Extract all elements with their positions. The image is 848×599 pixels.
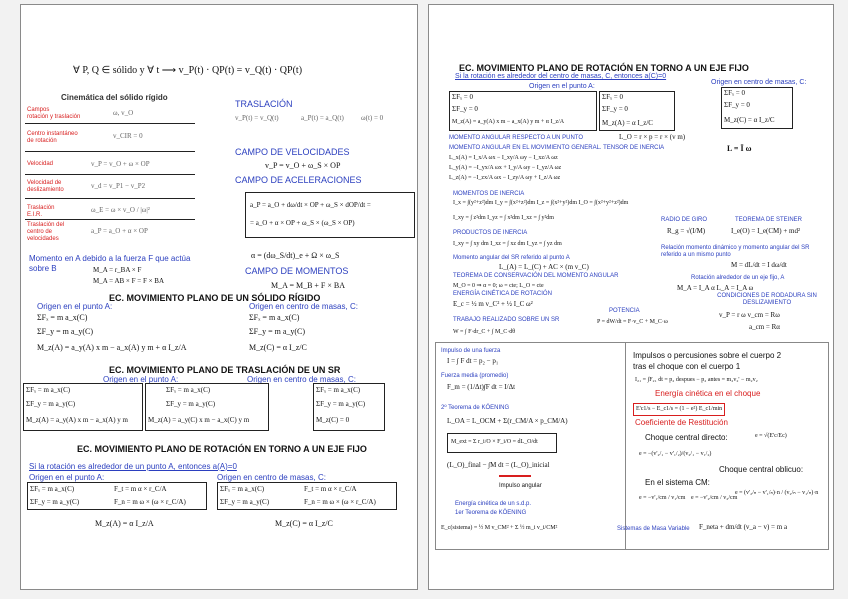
sec3-boxc-eq: F_t = m α × r_C/A — [304, 485, 357, 493]
conservation-formula: M_O = 0 ⇒ α = 0; ω = cte; L_O = cte — [453, 283, 544, 289]
moments-of-inertia: MOMENTOS DE INERCIA — [453, 191, 525, 197]
kin-label: Traslación E.I.R. — [27, 205, 55, 218]
sec2-box1-eq: ΣFₓ = m a_x(C) — [26, 386, 71, 394]
sec2-box3-eq: M_z(C) = 0 — [316, 416, 350, 424]
external-moment-formula: M_ext = Σ r_i/O × F_i/O = dL_O/dt — [451, 439, 538, 445]
kin-formula: v_CIR = 0 — [113, 132, 143, 140]
steiner-theorem: TEOREMA DE STEINER — [735, 217, 803, 223]
right-box-2 — [599, 91, 675, 131]
dynamic-angular-relation: Relación momento dinámico y momento angular del SR referido a un mismo punto — [661, 245, 810, 258]
tensor-row: L_z(A) = −I_zx/A ωx − I_zy/A ωy + I_z/A ωz — [449, 175, 561, 181]
right-box1-eq: ΣF_y = 0 — [452, 105, 478, 113]
right-box3-eq: ΣFₓ = 0 — [724, 89, 745, 97]
products-formula: I_xy = ∫ xy dm I_xz = ∫ xz dm I_yz = ∫ yz dm — [453, 241, 562, 247]
collision-energy: Energía cinética en el choque — [655, 389, 761, 398]
variable-mass-systems: Sistemas de Masa Variable — [617, 526, 690, 532]
sec3-origin-a: Origen en el punto A: — [29, 473, 105, 482]
moment-text-1: Momento en A debido a la fuerza F que actúa — [29, 254, 191, 263]
collision-energy-box — [633, 403, 725, 416]
sec1-eq-a: ΣFₓ = m a_x(C) — [37, 313, 88, 322]
impulses-formula: I₂₁ = ∫F₂₁ dt = p₂ despues − p₂ antes = m₂v₂' − m₂v₂ — [635, 377, 758, 383]
angular-momentum-general: MOMENTO ANGULAR EN EL MOVIMIENTO GENERAL. TENSOR DE INERCIA — [449, 145, 665, 151]
koenig-2-formula: L_OA = L_OCM + Σ(r_CM/A × p_CM/A) — [447, 417, 568, 425]
work-formula: W = ∫ F·dr_C + ∫ M_C·dθ — [453, 329, 516, 335]
sec3-moment-a: M_z(A) = α I_z/A — [95, 519, 154, 528]
sec1-eq-a: ΣF_y = m a_y(C) — [37, 327, 94, 336]
kin-formula: v_P = v_O + ω × OP — [91, 160, 150, 168]
sec1-origin-c: Origen en centro de masas, C: — [249, 302, 358, 311]
kin-label: Centro instantáneo de rotación — [27, 131, 78, 144]
fixed-axis-formula: M_A = I_A α L_A = I_A ω — [677, 284, 754, 292]
koenig-1-heading: 1er Teorema de KÖENING — [455, 510, 527, 516]
traslacion-heading: TRASLACIÓN — [235, 99, 293, 109]
rotational-kinetic-energy: ENERGÍA CINÉTICA DE ROTACIÓN — [453, 291, 552, 297]
moment-field-formula: M_A = M_B + F × BA — [271, 281, 345, 290]
tensor-formula: L = Ī ω — [727, 144, 752, 153]
sec3-title: EC. MOVIMIENTO PLANO DE ROTACIÓN EN TORNO A UN EJE FIJO — [77, 444, 367, 454]
kinematics-title: Cinemática del sólido rígido — [61, 93, 168, 102]
right-origin-c: Origen en centro de masas, C: — [711, 79, 807, 86]
kinetic-energy-sdp: Energía cinética de un s.d.p. — [455, 501, 532, 507]
angular-impulse-label: Impulso angular — [499, 483, 542, 489]
sec2-box2-eq: ΣFₓ = m a_x(C) — [166, 386, 211, 394]
alpha-formula: α = (dω_S/dt)_e + Ω × ω_S — [251, 251, 340, 260]
sec1-eq-c: M_z(C) = α I_z/C — [249, 343, 307, 352]
sec3-boxc-eq: ΣF_y = m a_y(C) — [220, 498, 270, 506]
sec3-origin-c: Origen en centro de masas, C: — [217, 473, 326, 482]
sec2-box1-eq: M_z(A) = a_y(A) x m − a_x(A) y m — [26, 416, 128, 424]
products-of-inertia: PRODUCTOS DE INERCIA — [453, 230, 528, 236]
impulse-formula: I = ∫ F dt = p₂ − p₁ — [447, 357, 499, 365]
sec1-eq-a: M_z(A) = a_y(A) x m − a_x(A) y m + α I_z/A — [37, 343, 187, 352]
rigid-solid-condition: ∀ P, Q ∈ sólido y ∀ t ⟶ v_P(t) · QP(t) = v_Q(t) · QP(t) — [73, 65, 303, 76]
sec2-box3-eq: ΣFₓ = m a_x(C) — [316, 386, 361, 394]
sec2-box-3 — [313, 383, 385, 431]
kin-formula: a_P = a_O + α × OP — [91, 227, 148, 235]
sec2-origin-a: Origen en el punto A: — [103, 375, 179, 384]
rolling-formula-2: a_cm = Rα — [749, 323, 780, 331]
angular-momentum-point: MOMENTO ANGULAR RESPECTO A UN PUNTO — [449, 135, 584, 141]
tensor-row: L_x(A) = I_x/A ωx − I_xy/A ωy − I_xz/A ωz — [449, 155, 558, 161]
sec1-eq-c: ΣFₓ = m a_x(C) — [249, 313, 300, 322]
left-page — [20, 4, 418, 590]
velocity-field-formula: v_P = v_O + ω_S × OP — [265, 161, 341, 170]
sec2-box3-eq: ΣF_y = m a_y(C) — [316, 400, 366, 408]
sec3-boxc-eq: F_n = m ω × (ω × r_C/A) — [304, 498, 376, 506]
sec3-subtitle: Si la rotación es alrededor de un punto A, entonces a(A)=0 — [29, 462, 237, 471]
fixed-axis-rotation: Rotación alrededor de un eje fijo, A — [691, 275, 785, 281]
right-page — [428, 4, 834, 590]
impulse-heading: Impulso de una fuerza — [441, 348, 501, 354]
impulses-title-2: tras el choque con el cuerpo 1 — [633, 362, 741, 371]
right-title: EC. MOVIMIENTO PLANO DE ROTACIÓN EN TORNO A UN EJE FIJO — [459, 63, 749, 73]
rotational-energy-formula: E_c = ½ m v_C² + ½ I_C ω² — [453, 300, 533, 308]
conservation-theorem: TEOREMA DE CONSERVACIÓN DEL MOMENTO ANGULAR — [453, 273, 619, 279]
right-box1-eq: M_z(A) = a_y(A) x m − a_x(A) y m + α I_z/A — [452, 119, 565, 125]
restitution-coefficient: Coeficiente de Restitución — [635, 418, 728, 427]
angular-impulse-formula: (L_O)_final − ∫M dt = (L_O)_inicial — [447, 461, 550, 469]
sec3-boxa-eq: F_t = m α × r_C/A — [114, 485, 167, 493]
radius-of-gyration: RADIO DE GIRO — [661, 217, 708, 223]
tras-formula: a_P(t) = a_Q(t) — [301, 114, 344, 122]
kin-formula: ω_E = ω × v_O / |ω|² — [91, 206, 150, 214]
cm-formula-2: e = −v'₂/cm / v₂/cm — [691, 495, 738, 501]
sec1-title: EC. MOVIMIENTO PLANO DE UN SÓLIDO RÍGIDO — [109, 293, 321, 303]
sec1-eq-c: ΣF_y = m a_y(C) — [249, 327, 306, 336]
campo-aceleraciones-heading: CAMPO DE ACELERACIONES — [235, 175, 362, 185]
sr-angular-momentum-formula: L_(A) = L_(C) + AC × (m v_C) — [499, 263, 589, 271]
kin-label: Traslación del centro de velocidades — [27, 222, 65, 242]
sec2-title: EC. MOVIMIENTO PLANO DE TRASLACIÓN DE UN SR — [109, 365, 341, 375]
koenig-1-formula: E_c(sistema) = ½ M v_CM² + Σ ½ m_i v_i/CM² — [441, 525, 558, 531]
sec2-box1-eq: ΣF_y = m a_y(C) — [26, 400, 76, 408]
sec3-boxa-eq: F_n = m ω × (ω × r_C/A) — [114, 498, 186, 506]
campo-momentos-heading: CAMPO DE MOMENTOS — [245, 266, 349, 276]
tras-formula: v_P(t) = v_Q(t) — [235, 114, 279, 122]
moment-formula-1: M_A = r_BA × F — [93, 266, 142, 274]
sec2-box2-eq: ΣF_y = m a_y(C) — [166, 400, 216, 408]
kin-formula: ω, v_O — [113, 109, 134, 117]
sec2-box2-eq: M_z(A) = a_y(C) x m − a_x(C) y m — [148, 416, 250, 424]
sec1-origin-a: Origen en el punto A: — [37, 302, 113, 311]
acceleration-box — [245, 192, 415, 238]
oblique-formula: e = (v'₂/ₙ − v'₁/ₙ)·n / (v₂/ₙ − v₁/ₙ)·n — [735, 490, 819, 496]
acceleration-formula-2: = a_O + α × OP + ω_S × (ω_S × OP) — [250, 219, 355, 227]
kin-label: Campos rotación y traslación — [27, 107, 81, 120]
sr-angular-momentum: Momento angular del SR referido al punto A — [453, 255, 570, 261]
right-box3-eq: ΣF_y = 0 — [724, 101, 750, 109]
direct-collision-formula: e = −(v'₂/₁ − v'₁/₂)/(v₂/₁ − v₁/₂) — [639, 451, 712, 457]
sec3-box-c — [217, 482, 397, 510]
sec2-origin-c: Origen en centro de masas, C: — [247, 375, 356, 384]
moment-formula-2: M_A = AB × F = F × BA — [93, 277, 165, 285]
cm-formula-1: e = −v'₁/cm / v₁/cm — [639, 495, 686, 501]
sec2-box-2 — [145, 383, 269, 431]
right-box2-eq: ΣF_y = 0 — [602, 105, 628, 113]
sec2-box-1 — [23, 383, 143, 431]
sec3-moment-c: M_z(C) = α I_z/C — [275, 519, 333, 528]
mean-force-formula: F_m = (1/Δt)∫F dt = I/Δt — [447, 383, 516, 391]
angular-momentum-point-formula: L_O = r × p = r × (v m) — [619, 133, 686, 141]
rolling-formula-1: v_P = r ω v_cm = Rω — [719, 311, 780, 319]
collision-energy-formula: E'c1/s − E_c1/s = (1 − e²) E_c1/min — [636, 406, 723, 412]
inertia-row-1: I_x = ∫(y²+z²)dm I_y = ∫(x²+z²)dm I_z = ∫(x²+y²)dm I_O = ∫(x²+y²+z²)dm — [453, 200, 629, 206]
mean-force-heading: Fuerza media (promedio) — [441, 373, 509, 379]
external-moment-box — [447, 433, 557, 453]
sec3-boxa-eq: ΣFₓ = m a_x(C) — [30, 485, 75, 493]
cm-system: En el sistema CM: — [645, 478, 710, 487]
right-box1-eq: ΣFₓ = 0 — [452, 93, 473, 101]
right-box2-eq: M_z(A) = α I_z/C — [602, 119, 653, 127]
impulses-title-1: Impulsos o percusiones sobre el cuerpo 2 — [633, 351, 782, 360]
kin-label: Velocidad — [27, 161, 54, 167]
relation-formula: M = dL/dt = I dω/dt — [731, 261, 787, 269]
kin-formula: v_d = v_P1 − v_P2 — [91, 182, 146, 190]
power-formula: P = dW/dt = F·v_C + M_C·ω — [597, 319, 668, 325]
steiner-formula: I_e(O) = I_e(CM) + md² — [731, 227, 801, 235]
oblique-central-collision: Choque central oblicuo: — [719, 465, 804, 474]
power: POTENCIA — [609, 308, 640, 314]
moment-text-2: sobre B — [29, 264, 57, 273]
rolling-conditions: CONDICIONES DE RODADURA SIN DESLIZAMIENTO — [717, 293, 817, 306]
koenig-2-heading: 2º Teorema de KÖENING — [441, 405, 510, 411]
right-box3-eq: M_z(C) = α I_z/C — [724, 116, 775, 124]
variable-mass-formula: F_neta + dm/dt (v_a − v) = m a — [699, 523, 788, 531]
sec3-box-a — [27, 482, 207, 510]
inertia-row-2: I_xy = ∫ z²dm I_yz = ∫ x²dm I_xz = ∫ y²dm — [453, 215, 554, 221]
campo-velocidades-heading: CAMPO DE VELOCIDADES — [235, 147, 350, 157]
right-box2-eq: ΣFₓ = 0 — [602, 93, 623, 101]
sec3-boxa-eq: ΣF_y = m a_y(C) — [30, 498, 80, 506]
right-origin-a: Origen en el punto A: — [529, 83, 595, 90]
angular-impulse-underline — [499, 475, 531, 477]
tras-formula: ω(t) = 0 — [361, 114, 384, 122]
right-box-1 — [449, 91, 597, 131]
restitution-formula: e = √(E'c/Ec) — [755, 433, 787, 439]
acceleration-formula-1: a_P = a_O + dω/dt × OP + ω_S × dOP/dt = — [250, 201, 371, 209]
radius-formula: R_g = √(I/M) — [667, 227, 706, 235]
kin-label: Velocidad de deslizamiento — [27, 180, 64, 193]
right-subtitle: Si la rotación es alrededor del centro de masas, C, entonces a(C)=0 — [455, 73, 667, 80]
direct-central-collision: Choque central directo: — [645, 433, 728, 442]
sec3-boxc-eq: ΣFₓ = m a_x(C) — [220, 485, 265, 493]
work-on-sr: TRABAJO REALIZADO SOBRE UN SR — [453, 317, 560, 323]
tensor-row: L_y(A) = −I_yx/A ωx + I_y/A ωy − I_yz/A ωz — [449, 165, 562, 171]
right-box-3 — [721, 87, 793, 129]
